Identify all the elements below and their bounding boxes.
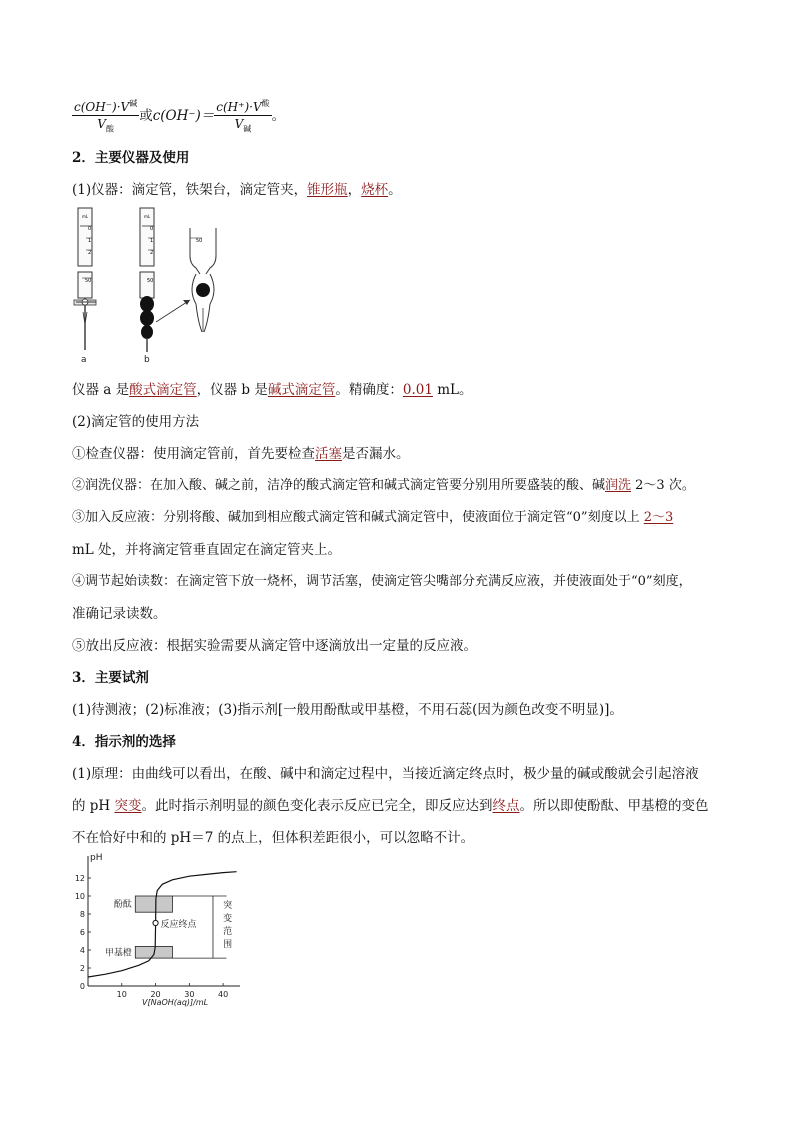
section-2-title: 2．主要仪器及使用 [72, 150, 190, 166]
rubber-tube-closeup [190, 228, 216, 332]
indicator-label: 甲基橙 [104, 948, 132, 959]
step-5: ⑤放出反应液：根据实验需要从滴定管中逐滴放出一定量的反应液。 [72, 638, 477, 654]
svg-text:mL: mL [144, 214, 151, 219]
y-tick-label: 4 [79, 946, 85, 955]
formula-lhs: c(OH⁻)＝ [152, 108, 215, 125]
base-burette-illustration [140, 208, 154, 352]
jump-range-label: 突 [223, 901, 233, 911]
svg-text:2: 2 [150, 250, 154, 256]
x-tick-label: 10 [116, 990, 127, 999]
x-tick-label: 20 [150, 990, 161, 999]
formula-connector: 或 [139, 108, 153, 125]
instrument-answer-line: 仪器 a 是酸式滴定管，仪器 b 是碱式滴定管。精确度：0.01 mL。 [72, 382, 473, 398]
principle-line-3: 不在恰好中和的 pH＝7 的点上，但体积差距很小，可以忽略不计。 [72, 830, 475, 846]
reagents-line: (1)待测液；(2)标准液；(3)指示剂[一般用酚酞或甲基橙，不用石蕊(因为颜色改变不明显)]。 [72, 702, 623, 718]
jump-range-label: 围 [223, 940, 233, 950]
step-4-line-2: 准确记录读数。 [72, 606, 167, 622]
usage-subtitle: (2)滴定管的使用方法 [72, 414, 200, 430]
svg-text:1: 1 [88, 238, 92, 244]
y-tick-label: 0 [79, 982, 85, 991]
answer-stopcock: 活塞 [315, 446, 342, 462]
jump-range-label: 变 [223, 914, 233, 924]
answer-volume: 2～3 [643, 510, 674, 525]
label-a: a [81, 355, 87, 365]
answer-precision: 0.01 [402, 382, 433, 398]
step-4-line-1: ④调节起始读数：在滴定管下放一烧杯，调节活塞，使滴定管尖嘴部分充满反应液，并使液面处于“0”刻度， [72, 574, 692, 589]
indicator-band [135, 896, 172, 912]
answer-endpoint: 终点 [492, 798, 520, 814]
svg-text:50: 50 [196, 238, 203, 244]
svg-text:0: 0 [150, 226, 154, 232]
endpoint-label: 反应终点 [160, 920, 197, 930]
svg-text:2: 2 [88, 250, 92, 256]
x-tick-label: 40 [218, 990, 229, 999]
x-tick-label: 30 [184, 990, 195, 999]
answer-beaker: 烧杯 [361, 182, 389, 198]
y-axis-label: pH [90, 853, 103, 863]
step-1: ①检查仪器：使用滴定管前，首先要检查活塞是否漏水。 [72, 446, 410, 462]
x-axis-label: V[NaOH(aq)]/mL [142, 998, 209, 1007]
titration-curve-chart [70, 850, 250, 1010]
answer-rinse: 润洗 [605, 478, 632, 493]
jump-range-label: 范 [223, 927, 233, 937]
answer-conical-flask: 锥形瓶 [307, 182, 348, 198]
y-tick-label: 2 [79, 964, 85, 973]
svg-text:1: 1 [150, 238, 154, 244]
burette-figure [72, 204, 272, 366]
y-tick-label: 10 [74, 892, 85, 901]
y-tick-label: 6 [79, 928, 85, 937]
answer-acid-burette: 酸式滴定管 [129, 382, 197, 398]
formula-line: $\frac{c(OH^-)\cdot V^碱}{V_酸}$ 或c(OH⁻)＝ $\frac{c(H^+)\cdot V^酸}{V_碱}$ 。 [72, 96, 285, 137]
svg-text:50: 50 [147, 278, 154, 284]
instruments-line: (1)仪器：滴定管，铁架台，滴定管夹，锥形瓶，烧杯。 [72, 182, 402, 198]
step-3-line-2: mL 处，并将滴定管垂直固定在滴定管夹上。 [72, 542, 342, 558]
section-3-title: 3．主要试剂 [72, 670, 149, 686]
svg-text:0: 0 [88, 226, 92, 232]
endpoint-marker [153, 920, 158, 925]
section-4-title: 4．指示剂的选择 [72, 734, 176, 750]
step-3-line-1: ③加入反应液：分别将酸、碱加到相应酸式滴定管和碱式滴定管中，使液面位于滴定管“0”刻度以上 2～3 [72, 510, 674, 525]
principle-line-1: (1)原理：由曲线可以看出，在酸、碱中和滴定过程中，当接近滴定终点时，极少量的碱或酸就会引起溶液 [72, 766, 699, 782]
y-tick-label: 12 [74, 874, 85, 883]
answer-base-burette: 碱式滴定管 [267, 382, 336, 398]
step-2: ②润洗仪器：在加入酸、碱之前，洁净的酸式滴定管和碱式滴定管要分别用所要盛装的酸、碱润洗 2～3 次。 [72, 478, 695, 493]
svg-text:50: 50 [85, 278, 92, 284]
indicator-label: 酚酞 [113, 900, 132, 911]
fraction-1: $\frac{c(OH^-)\cdot V^碱}{V_酸}$ [72, 96, 139, 137]
answer-sudden-change: 突变 [114, 798, 142, 814]
svg-text:mL: mL [82, 214, 89, 219]
label-b: b [144, 355, 150, 365]
fraction-2: $\frac{c(H^+)\cdot V^酸}{V_碱}$ [214, 96, 271, 137]
principle-line-2: 的 pH 突变。此时指示剂明显的颜色变化表示反应已完全，即反应达到终点。所以即使酚酞、甲基橙的变色 [72, 798, 709, 814]
y-tick-label: 8 [79, 910, 85, 919]
acid-burette-illustration [74, 208, 96, 350]
